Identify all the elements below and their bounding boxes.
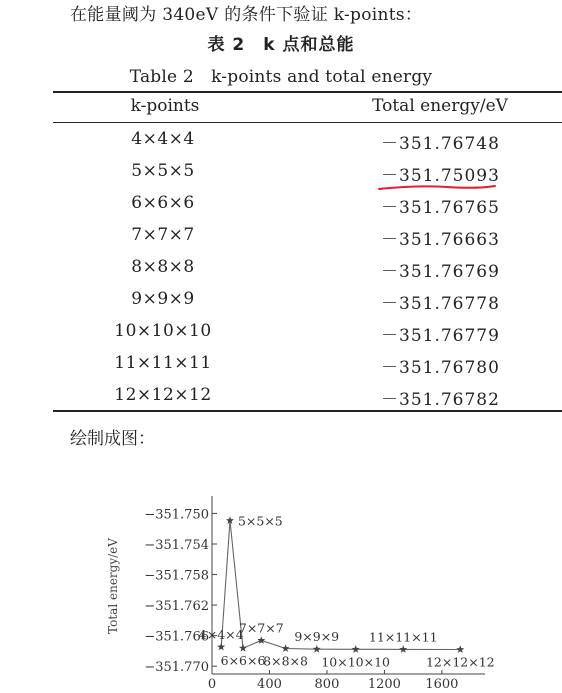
data-point-star [257,636,265,644]
x-tick-label: 400 [257,677,282,692]
y-tick-label: −351.762 [144,599,209,615]
kpoints-cell: 4×4×4 [131,129,195,149]
x-tick-label: 1200 [367,677,401,692]
energy-cell: －351.75093 [381,166,500,186]
table-row [53,348,562,380]
kpoints-cell: 5×5×5 [131,161,195,181]
data-label: 9×9×9 [294,629,340,645]
energy-cell: －351.76779 [381,326,500,346]
handwritten-underline [377,182,497,194]
table-row [53,220,562,252]
table-caption-cn: 表 2 k 点和总能 [207,35,355,55]
kpoints-cell: 8×8×8 [131,257,195,277]
data-point-star [456,645,464,653]
table-row [53,252,562,284]
header-total-energy: Total energy/eV [372,96,508,116]
underline-stroke [379,186,495,189]
kpoints-cell: 10×10×10 [114,321,212,341]
table-body [53,124,562,412]
energy-cell: －351.76769 [381,262,500,282]
y-axis-label: Total energy/eV [106,538,120,634]
kpoints-cell: 11×11×11 [114,353,212,373]
data-point-star [352,645,360,653]
energy-cell: －351.76778 [381,294,500,314]
data-label: 4×4×4 [198,626,244,642]
intro-text: 在能量阈为 340eV 的条件下验证 k-points： [70,5,423,25]
data-label: 7×7×7 [238,620,284,636]
data-point-star [217,643,225,651]
data-point-star [399,645,407,653]
table-row [53,316,562,348]
data-label: 5×5×5 [237,513,283,529]
data-label: 11×11×11 [368,629,438,645]
energy-cell: －351.76765 [381,198,500,218]
x-tick-label: 1600 [425,677,459,692]
table-row [53,284,562,316]
kpoints-cell: 7×7×7 [131,225,195,245]
energy-cell: －351.76780 [381,358,500,378]
table-row [53,380,562,412]
data-label: 8×8×8 [263,653,308,669]
table-top-rule [53,91,562,93]
table-caption-en: Table 2 k-points and total energy [129,67,433,87]
y-tick-label: −351.766 [144,629,209,645]
data-point-star [239,644,247,652]
header-kpoints: k-points [130,96,200,116]
energy-cell: －351.76782 [381,390,500,410]
kpoints-cell: 12×12×12 [114,385,212,405]
table-header-rule [53,122,562,123]
y-tick-label: −351.758 [144,568,209,584]
y-tick-label: −351.770 [144,660,209,676]
energy-chart [100,488,500,693]
y-tick-label: −351.754 [144,538,209,553]
data-label: 10×10×10 [321,654,391,670]
energy-cell: －351.76663 [381,230,500,250]
kpoints-cell: 6×6×6 [131,193,195,213]
kpoints-cell: 9×9×9 [131,289,195,309]
data-label: 12×12×12 [425,654,495,670]
data-point-star [313,645,321,653]
table-bottom-rule [53,410,562,412]
data-label: 6×6×6 [220,653,266,669]
table-row [53,124,562,156]
x-tick-label: 800 [314,677,340,692]
energy-cell: －351.76748 [381,134,500,154]
y-tick-label: −351.750 [144,507,209,523]
chart-svg [100,488,500,693]
draw-figure-text: 绘制成图： [70,429,155,449]
data-point-star [282,644,290,652]
x-tick-label: 0 [207,677,217,692]
